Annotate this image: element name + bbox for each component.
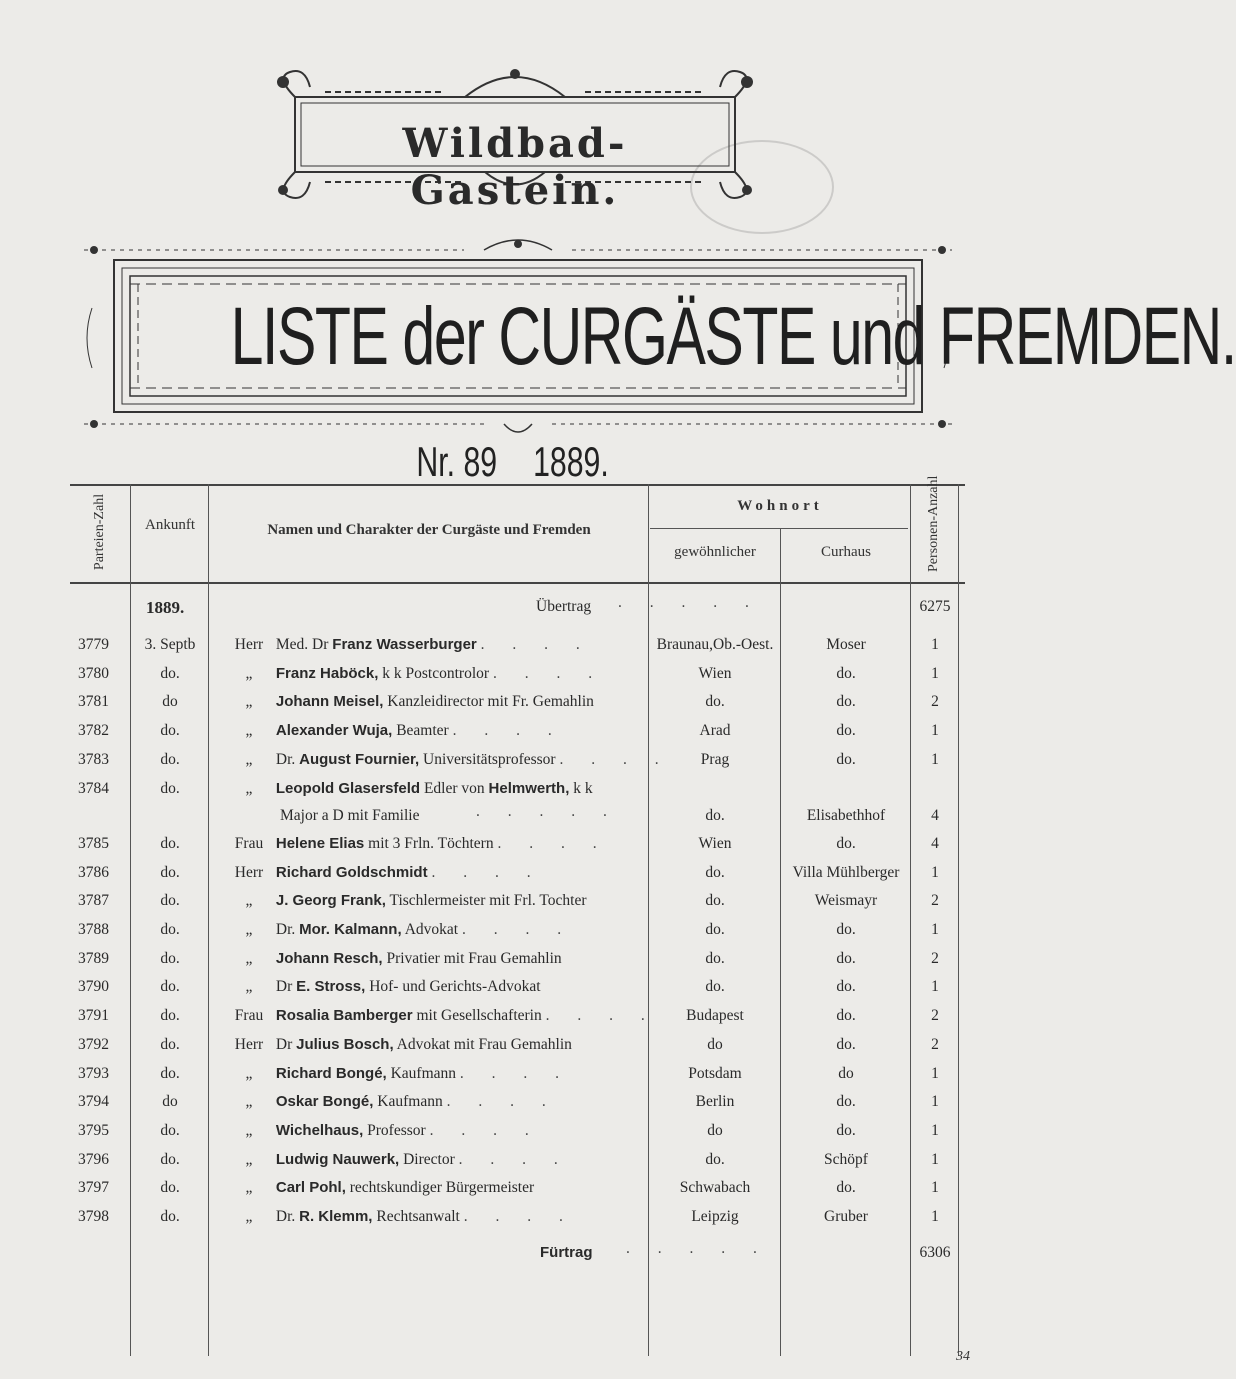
arrival-date: do. — [160, 1208, 180, 1225]
guest-description: Beamter — [396, 722, 449, 740]
party-number: 3795 — [78, 1121, 109, 1139]
guest-name-cell — [226, 864, 646, 882]
page-number-mark: 34 — [956, 1349, 970, 1364]
guest-description: Rechtsanwalt — [376, 1208, 460, 1225]
header-spa-house: Curhaus — [821, 544, 871, 560]
guest-name: Richard Goldschmidt — [275, 863, 428, 881]
carry-forward-persons: 6306 — [919, 1244, 951, 1261]
arrival-date: do. — [160, 892, 180, 910]
arrival-date: do. — [160, 1035, 180, 1053]
persons-count: 1 — [931, 750, 939, 768]
guest-title: „ — [245, 750, 253, 768]
spa-house: do. — [836, 750, 856, 768]
col-rule — [780, 528, 781, 1356]
list-title: LISTE der CURGÄSTE und FREMDEN. — [230, 291, 1236, 382]
leader-dots: . . . . . — [626, 1240, 769, 1257]
arrival-date: do. — [160, 921, 180, 938]
guest-prefix: Dr. — [275, 921, 296, 938]
usual-residence: do. — [705, 949, 725, 967]
arrival-date: do. — [160, 978, 180, 996]
year-label: 1889. — [146, 598, 185, 617]
party-number: 3788 — [78, 921, 109, 938]
guest-description: Universitätsprofessor — [423, 750, 556, 768]
usual-residence: do. — [705, 693, 725, 711]
guest-title: Frau — [234, 1007, 264, 1025]
usual-residence: do — [707, 1035, 723, 1053]
guest-description-continued: Major a D mit Familie — [280, 806, 420, 824]
header-persons: Personen-Anzahl — [926, 475, 941, 572]
usual-residence: do. — [705, 978, 725, 996]
spa-house: do. — [836, 949, 856, 967]
header-residence: Wohnort — [737, 498, 823, 514]
header-names: Namen und Charakter der Curgäste und Fremden — [267, 522, 591, 538]
guest-description: Director — [403, 1150, 455, 1168]
persons-count: 1 — [931, 1208, 939, 1225]
header-party-number: Parteien-Zahl — [92, 493, 107, 571]
usual-residence: do. — [705, 921, 725, 938]
header-arrival: Ankunft — [145, 517, 195, 533]
spa-house: Weismayr — [814, 892, 878, 910]
col-rule — [910, 484, 911, 1356]
guest-title: Herr — [234, 636, 264, 653]
party-number: 3782 — [78, 722, 109, 740]
leader-dots: . . . . . — [476, 802, 619, 820]
issue-year: 1889. — [533, 438, 609, 485]
resort-title: Wildbad-Gastein. — [402, 120, 628, 214]
persons-count: 1 — [931, 636, 939, 653]
guest-name: Ludwig Nauwerk, — [275, 1150, 400, 1168]
guest-description: Hof- und Gerichts-Advokat — [369, 978, 541, 996]
col-rule — [130, 484, 131, 1356]
guest-title: „ — [245, 1179, 253, 1197]
col-rule — [958, 484, 959, 1356]
party-number: 3785 — [78, 834, 109, 852]
guest-title: „ — [245, 722, 253, 740]
guest-name-cell — [226, 636, 646, 654]
arrival-date: do. — [160, 1121, 180, 1139]
guest-description: Advokat mit Frau Gemahlin — [396, 1035, 572, 1053]
spa-house: do. — [836, 1035, 856, 1053]
col-rule — [208, 484, 209, 1356]
spa-house: do. — [836, 693, 856, 711]
arrival-date: do. — [160, 1179, 180, 1197]
party-number: 3779 — [78, 636, 109, 653]
guest-description: Kaufmann — [377, 1093, 443, 1111]
arrival-date: do — [162, 693, 178, 711]
leader-dots: . . . . — [497, 834, 609, 852]
guest-description: Kanzleidirector mit Fr. Gemahlin — [387, 693, 594, 711]
party-number: 3794 — [78, 1093, 109, 1111]
guest-name: Richard Bongé, — [275, 1064, 387, 1082]
spa-house: do. — [836, 834, 856, 852]
arrival-date: do. — [160, 779, 180, 797]
guest-name-cell — [226, 1151, 646, 1169]
persons-count: 1 — [931, 664, 939, 682]
persons-count: 1 — [931, 921, 939, 938]
party-number: 3787 — [78, 892, 109, 910]
guest-name-cell — [226, 693, 646, 711]
guest-title: „ — [245, 949, 253, 967]
issue-label: Nr. — [416, 438, 456, 485]
usual-residence: Wien — [698, 664, 732, 682]
usual-residence: Prag — [700, 750, 730, 768]
spa-house: do. — [836, 1179, 856, 1197]
guest-name: Alexander Wuja, — [275, 722, 393, 740]
arrival-date: do. — [160, 834, 180, 852]
party-number: 3783 — [78, 750, 109, 768]
usual-residence: Leipzig — [691, 1208, 739, 1225]
guest-name-cell — [226, 1065, 646, 1083]
usual-residence: Arad — [699, 722, 731, 740]
guest-description: Professor — [367, 1121, 426, 1139]
guest-name-cell — [226, 1208, 646, 1226]
persons-count: 2 — [931, 1007, 939, 1025]
issue-line — [416, 438, 609, 486]
guest-name-cell — [226, 665, 646, 683]
guest-title: „ — [245, 921, 253, 938]
table-top-rule — [70, 484, 965, 486]
persons-count: 2 — [931, 693, 939, 711]
party-number: 3784 — [78, 779, 109, 797]
spa-house: do. — [836, 978, 856, 996]
usual-residence: Braunau,Ob.-Oest. — [656, 636, 774, 653]
persons-count: 4 — [931, 806, 939, 824]
guest-table — [0, 475, 1000, 1364]
guest-description: Edler von — [423, 779, 485, 797]
usual-residence: Berlin — [695, 1093, 735, 1111]
guest-name-cell — [226, 1093, 646, 1111]
guest-name-cell — [226, 1007, 657, 1025]
party-number: 3791 — [78, 1007, 109, 1025]
arrival-date: do. — [160, 1007, 180, 1025]
header-usual-residence: gewöhnlicher — [674, 544, 756, 560]
guest-title: „ — [245, 978, 253, 996]
usual-residence: Wien — [698, 834, 732, 852]
arrival-date: do. — [160, 1150, 180, 1168]
party-number: 3793 — [78, 1064, 109, 1082]
usual-residence: do. — [705, 863, 725, 881]
guest-name: Leopold Glasersfeld — [275, 779, 421, 797]
guest-name: August Fournier, — [299, 750, 420, 768]
party-number: 3789 — [78, 949, 109, 967]
guest-name-cell — [226, 950, 646, 968]
arrival-date: do. — [160, 722, 180, 740]
guest-name: R. Klemm, — [299, 1208, 373, 1225]
arrival-date: do. — [160, 664, 180, 682]
persons-count: 2 — [931, 949, 939, 967]
persons-count: 1 — [931, 863, 939, 881]
guest-description: rechtskundiger Bürgermeister — [349, 1179, 535, 1197]
spa-house: Elisabethhof — [806, 806, 886, 824]
persons-count: 1 — [931, 722, 939, 740]
party-number: 3797 — [78, 1179, 109, 1197]
spa-house: Moser — [826, 636, 866, 653]
persons-count: 1 — [931, 1179, 939, 1197]
persons-count: 1 — [931, 978, 939, 996]
persons-count: 1 — [931, 1121, 939, 1139]
guest-name-cell — [226, 750, 671, 769]
usual-residence: Potsdam — [688, 1064, 742, 1082]
guest-name: Johann Resch, — [275, 949, 383, 967]
guest-name: Oskar Bongé, — [275, 1093, 374, 1111]
party-number: 3796 — [78, 1150, 109, 1168]
party-number: 3786 — [78, 863, 109, 881]
guest-name: Johann Meisel, — [275, 693, 384, 711]
leader-dots: . . . . — [431, 863, 543, 881]
usual-residence: do — [707, 1121, 723, 1139]
spa-house: do. — [836, 1007, 856, 1025]
leader-dots: . . . . . — [618, 594, 761, 611]
issue-number: 89 — [463, 438, 498, 485]
guest-description-part: k k — [573, 779, 593, 797]
guest-name: J. Georg Frank, — [275, 892, 386, 910]
persons-count: 1 — [931, 1093, 939, 1111]
persons-count: 1 — [931, 1064, 939, 1082]
spa-house: do. — [836, 722, 856, 740]
arrival-date: do. — [160, 863, 180, 881]
persons-count: 4 — [931, 834, 939, 852]
carry-over-persons: 6275 — [919, 598, 951, 615]
leader-dots: . . . . — [429, 1121, 541, 1139]
guest-prefix: Dr — [275, 978, 293, 996]
guest-name: Rosalia Bamberger — [275, 1007, 413, 1025]
guest-title: „ — [245, 1093, 253, 1111]
party-number: 3790 — [78, 978, 109, 996]
usual-residence: do. — [705, 1150, 725, 1168]
spa-house: Gruber — [824, 1208, 868, 1225]
carry-over-label: Übertrag — [536, 598, 592, 615]
guest-prefix: Med. Dr — [275, 636, 329, 653]
guest-name-cell — [226, 1122, 646, 1140]
arrival-date: do. — [160, 750, 180, 768]
guest-name: E. Stross, — [296, 978, 366, 996]
guest-name-cell — [226, 722, 646, 740]
guest-name: Franz Haböck, — [275, 664, 379, 682]
arrival-date: 3. Septb — [144, 636, 196, 653]
leader-dots: . . . . — [480, 636, 592, 653]
guest-description: Kaufmann — [390, 1064, 457, 1082]
guest-name: Helene Elias — [275, 834, 365, 852]
usual-residence: Schwabach — [679, 1179, 751, 1197]
guest-description: Privatier mit Frau Gemahlin — [386, 949, 562, 967]
faded-stamp — [690, 140, 834, 234]
guest-name: Carl Pohl, — [275, 1179, 346, 1197]
guest-title: „ — [245, 1121, 253, 1139]
spa-house: do. — [836, 1121, 856, 1139]
col-rule — [648, 484, 649, 1356]
party-number: 3781 — [78, 693, 109, 711]
guest-title: „ — [245, 1150, 253, 1168]
usual-residence: do. — [705, 806, 725, 824]
guest-name-cell — [226, 892, 646, 910]
party-number: 3792 — [78, 1035, 109, 1053]
residence-sub-rule — [650, 528, 908, 529]
guest-title: „ — [245, 664, 253, 682]
leader-dots: . . . . — [559, 750, 671, 768]
guest-title: „ — [245, 892, 253, 910]
arrival-date: do — [162, 1093, 178, 1111]
guest-prefix: Dr. — [275, 1208, 296, 1225]
leader-dots: . . . . — [459, 1064, 572, 1082]
guest-description: k k Postcontrolor — [382, 664, 490, 682]
guest-name: Julius Bosch, — [296, 1035, 394, 1053]
leader-dots: . . . . — [545, 1007, 657, 1025]
party-number: 3798 — [78, 1208, 109, 1225]
spa-house: Villa Mühlberger — [792, 863, 900, 881]
guest-name-part: Helmwerth, — [488, 779, 570, 797]
guest-name: Wichelhaus, — [275, 1121, 364, 1139]
usual-residence: Budapest — [686, 1007, 744, 1025]
guest-title: „ — [245, 1208, 253, 1225]
guest-prefix: Dr. — [275, 750, 296, 768]
leader-dots: . . . . — [463, 1208, 575, 1225]
guest-name: Franz Wasserburger — [332, 636, 477, 653]
persons-count: 2 — [931, 892, 939, 910]
guest-title: Herr — [234, 1035, 264, 1053]
spa-house: Schöpf — [824, 1150, 868, 1168]
guest-name-cell — [226, 780, 646, 798]
guest-name-cell — [226, 835, 646, 853]
leader-dots: . . . . — [461, 921, 574, 938]
guest-title: „ — [245, 779, 253, 797]
party-number: 3780 — [78, 664, 109, 682]
leader-dots: . . . . — [446, 1093, 558, 1111]
guest-prefix: Dr — [275, 1035, 293, 1053]
persons-count: 1 — [931, 1150, 939, 1168]
guest-title: Herr — [234, 863, 264, 881]
guest-title: „ — [245, 1064, 253, 1082]
guest-title: „ — [245, 693, 253, 711]
guest-name-cell — [226, 978, 646, 996]
spa-house: do. — [836, 1093, 856, 1111]
leader-dots: . . . . — [452, 722, 564, 740]
guest-description: Advokat — [404, 921, 459, 938]
guest-name: Mor. Kalmann, — [299, 921, 402, 938]
carry-forward-label: Fürtrag — [540, 1244, 593, 1261]
guest-description: Tischlermeister mit Frl. Tochter — [389, 892, 587, 910]
spa-house: do. — [836, 921, 856, 938]
spa-house: do — [838, 1064, 854, 1082]
leader-dots: . . . . — [458, 1150, 570, 1168]
guest-name-cell — [226, 1179, 646, 1197]
guest-name-cell — [226, 1036, 646, 1054]
persons-count: 2 — [931, 1035, 939, 1053]
usual-residence: do. — [705, 892, 725, 910]
spa-house: do. — [836, 664, 856, 682]
guest-description: mit 3 Frln. Töchtern — [368, 834, 494, 852]
leader-dots: . . . . — [492, 664, 605, 682]
header-bottom-rule — [70, 582, 965, 584]
guest-description: mit Gesellschafterin — [416, 1007, 542, 1025]
arrival-date: do. — [160, 1064, 180, 1082]
arrival-date: do. — [160, 949, 180, 967]
guest-name-cell — [226, 921, 646, 939]
guest-title: Frau — [234, 834, 264, 852]
